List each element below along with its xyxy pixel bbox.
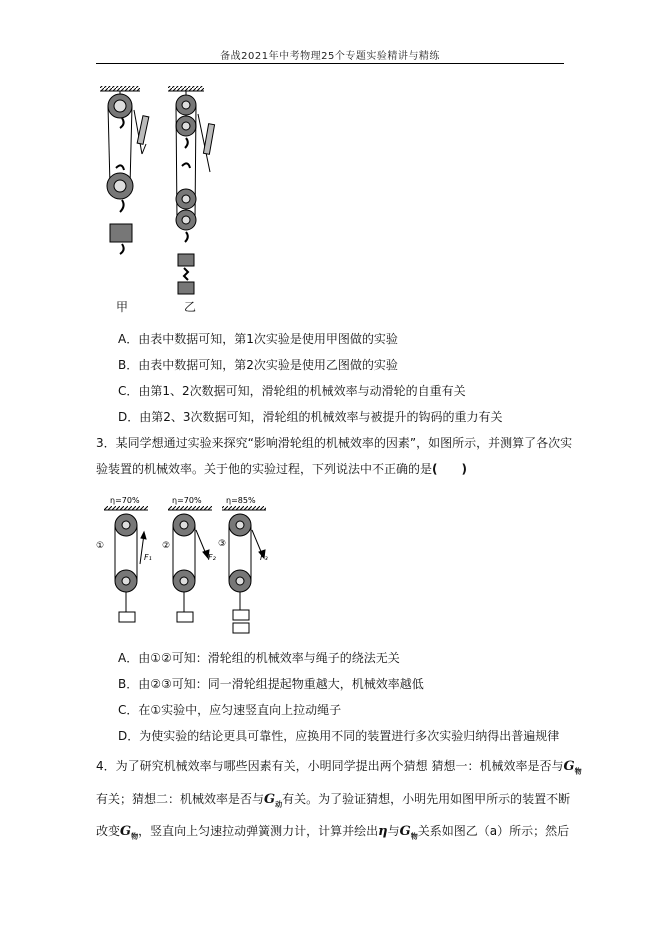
header-rule	[96, 63, 564, 64]
setup-3	[218, 496, 268, 633]
q2-option-c: C．由第1、2次数据可知，滑轮组的机械效率与动滑轮的自重有关	[118, 384, 466, 398]
q4-stem-line3	[96, 823, 569, 845]
q4-line3-part-a: 改变	[96, 824, 121, 838]
q3-option-d: D．为使实验的结论更具可靠性，应换用不同的装置进行多次实验归纳得出普遍规律	[118, 729, 560, 743]
setup-3-force: F₃	[260, 553, 268, 562]
q4-symbol-g-dong: $G_动$	[264, 792, 283, 809]
setup-2	[162, 496, 217, 622]
q3-option-b: B．由②③可知：同一滑轮组提起物重越大，机械效率越低	[118, 677, 424, 691]
q3-stem-line2	[96, 461, 467, 477]
q3-answer-bracket: ( )	[432, 462, 467, 476]
setup-2-number: ②	[162, 541, 171, 551]
setup-1-number: ①	[96, 541, 105, 551]
setup-3-number: ③	[218, 539, 227, 549]
figure-label-jia: 甲	[116, 300, 129, 314]
q3-option-c: C．在①实验中，应匀速竖直向上拉动绳子	[118, 703, 342, 717]
q4-line2-part-b: 有关。为了验证猜想，小明先用如图甲所示的装置不断	[282, 792, 571, 806]
pulley-system-yi	[168, 86, 215, 294]
pulley-figure-jia-yi	[92, 84, 252, 314]
setup-3-efficiency: η=85%	[226, 496, 256, 505]
q4-symbol-eta: η	[378, 824, 388, 839]
setup-1	[96, 496, 152, 622]
q4-symbol-g-wu-1: $G_物$	[563, 759, 582, 776]
setup-2-force: F₂	[208, 553, 216, 562]
page-header: 备战2021年中考物理25个专题实验精讲与精练	[220, 51, 440, 62]
q4-line3-part-b: ，竖直向上匀速拉动弹簧测力计，计算并绘出	[138, 824, 379, 838]
q2-option-b: B．由表中数据可知，第2次实验是使用乙图做的实验	[118, 358, 398, 372]
q4-line3-part-d: 关系如图乙（a）所示；然后	[417, 824, 570, 838]
q4-line2-part-a: 有关；猜想二：机械效率是否与	[96, 792, 265, 806]
q4-line1-text: 4．为了研究机械效率与哪些因素有关，小明同学提出两个猜想 猜想一：机械效率是否与	[96, 759, 564, 773]
q3-stem-line1: 3．某同学想通过实验来探究“影响滑轮组的机械效率的因素”，如图所示，并测算了各次实	[96, 436, 573, 450]
q4-stem-line1	[96, 758, 582, 780]
q4-line3-part-c: 与	[387, 824, 400, 838]
q3-stem-text: 验装置的机械效率。关于他的实验过程，下列说法中不正确的是	[96, 462, 433, 476]
q4-stem-line2	[96, 791, 570, 813]
setup-2-efficiency: η=70%	[172, 496, 202, 505]
q4-symbol-g-wu-3: $G_物$	[399, 824, 418, 841]
q3-option-a: A．由①②可知：滑轮组的机械效率与绳子的绕法无关	[118, 651, 400, 665]
setup-1-efficiency: η=70%	[110, 496, 140, 505]
figure-label-yi: 乙	[184, 300, 197, 314]
q2-option-a: A．由表中数据可知，第1次实验是使用甲图做的实验	[118, 332, 398, 346]
setup-1-force: F₁	[144, 553, 152, 562]
q4-symbol-g-wu-2: $G_物$	[120, 824, 139, 841]
q2-option-d: D．由第2、3次数据可知，滑轮组的机械效率与被提升的钩码的重力有关	[118, 410, 503, 424]
pulley-figure-three-setups	[96, 494, 276, 640]
pulley-system-jia	[100, 86, 149, 254]
